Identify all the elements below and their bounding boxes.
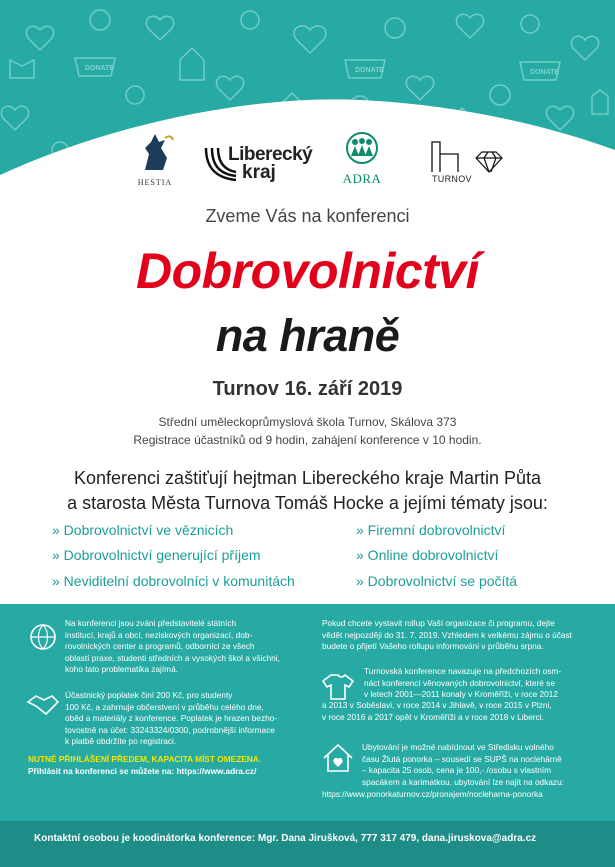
main-subtitle: na hraně xyxy=(215,310,400,361)
topic-item: » Online dobrovolnictví xyxy=(356,547,499,563)
capacity-warning: NUTNÉ PŘIHLÁŠENÍ PŘEDEM, KAPACITA MÍST OMEZENA. xyxy=(28,754,262,764)
hestia-logo xyxy=(128,132,182,187)
turnov-label: TURNOV xyxy=(432,174,472,184)
liberecky-kraj-logo xyxy=(206,146,312,182)
adra-logo xyxy=(340,132,384,187)
topic-item: » Dobrovolnictví ve věznicích xyxy=(52,522,234,538)
handshake-icon xyxy=(26,692,60,718)
topic-item: » Neviditelní dobrovolníci v komunitách xyxy=(52,573,295,589)
donate-label-3: DONATE xyxy=(530,69,560,76)
registration-time: Registrace účastníků od 9 hodin, zahájení konference v 10 hodin. xyxy=(133,433,482,447)
registration-info xyxy=(28,754,318,777)
patronage-line-1: Konferenci zaštiťují hejtman Libereckého kraje Martin Půta xyxy=(74,468,541,488)
house-icon xyxy=(321,742,355,774)
kraj-label: kraj xyxy=(242,162,276,183)
turnov-castle-icon xyxy=(430,136,510,176)
registration-link[interactable]: Přihlásit na konferenci se můžete na: https://www.adra.cz/ xyxy=(28,765,257,776)
topic-item: » Dobrovolnictví generující příjem xyxy=(52,547,261,563)
partner-logos xyxy=(0,132,615,192)
adra-label: ADRA xyxy=(342,171,382,186)
adra-people-icon xyxy=(344,132,380,164)
contact-text: Kontaktní osobou je koodinátorka konference: Mgr. Dana Jirušková, 777 317 479, dana.jiruskova@adra.cz xyxy=(34,833,537,844)
accommodation-text: Ubytování je možné nabídnout ve Středisku volného času Žlutá ponorka – sousedí se SUPŠ na noclehárně – kapacita 25 osob, cena je 100,- /osobu s vlastním spacákem a karimatkou. ubytování lze najít na odkazu: xyxy=(362,742,565,787)
history-text: Turnovská konference navazuje na předchozích osm- náct konferencí věnovaných dobrovolnictví, které se v letech 2001—2011 konaly v Kroměříži, v roce 2012 xyxy=(364,666,562,700)
patronage-text xyxy=(0,466,615,516)
liberecky-label: Liberecký xyxy=(228,144,313,165)
tshirt-icon xyxy=(321,672,355,702)
patronage-line-2: a starosta Města Turnova Tomáš Hocke a jejími tématy jsou: xyxy=(67,493,548,513)
venue-address: Střední uměleckoprůmyslová škola Turnov, Skálova 373 xyxy=(158,415,457,429)
donate-label-2: DONATE xyxy=(355,67,385,74)
invited-text: Na konferenci jsou zváni představitelé státních institucí, krajů a obcí, neziskových organizací, dob- rovolnických center a programů, odborníci ze všech oblastí praxe, studenti středních a vysokých škol a všichni, koho tato problematika zajímá. xyxy=(65,618,280,675)
hestia-label: HESTIA xyxy=(137,178,173,187)
contact-footer xyxy=(0,821,615,867)
accommodation-link: https://www.ponorkaturnov.cz/pronajem/nocleharna-ponorka xyxy=(322,789,543,799)
venue-info xyxy=(0,413,615,449)
liberecky-swoosh-icon xyxy=(202,144,242,184)
rollup-text: Pokud chcete vystavit rollup Vaší organizace či programu, dejte vědět nejpozději do 31. 7. 2019. Vzhledem k velkému zájmu o účast budete o přijetí Vašeho rollupu informováni v průběhu srpna. xyxy=(322,618,572,652)
fee-text: Účastnický poplatek činí 200 Kč, pro studenty 100 Kč, a zahrnuje občerstvení v průběhu celého dne, oběd a materiály z konference. Poplatek je hrazen bezho- tovostně na účet: 33243324/0300, podrobnější informace k platbě obdržíte po registraci. xyxy=(65,690,278,747)
turnov-logo xyxy=(430,136,510,184)
event-date: Turnov 16. září 2019 xyxy=(212,378,403,400)
donate-label-1: DONATE xyxy=(85,65,115,72)
topic-item: » Firemní dobrovolnictví xyxy=(356,522,506,538)
globe-heart-icon xyxy=(28,622,58,652)
hestia-figure-icon xyxy=(135,132,175,172)
topic-item: » Dobrovolnictví se počítá xyxy=(356,573,518,589)
history-text-continued: a 2013 v Soběslavi, v roce 2014 v Jihlavě, v roce 2015 v Plzni, v roce 2016 a 2017 opět v Kroměříži a v roce 2018 v Liberci. xyxy=(322,700,552,722)
main-title: Dobrovolnictví xyxy=(135,243,480,299)
invitation-line: Zveme Vás na konferenci xyxy=(205,206,410,226)
info-panel xyxy=(0,604,615,821)
